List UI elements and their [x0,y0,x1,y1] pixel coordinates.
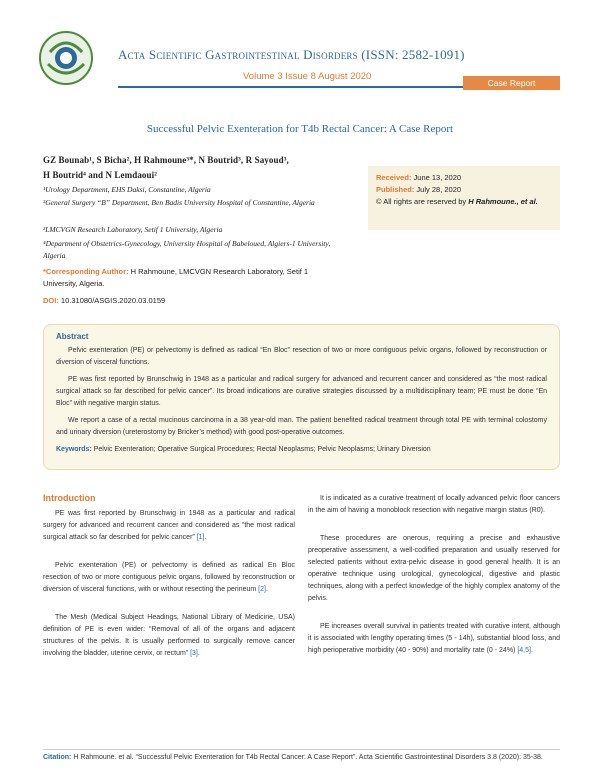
footer-divider [43,749,560,750]
abstract-paragraph: Pelvic exenteration (PE) or pelvectomy is defined as radical “En Bloc” resection of two or more contiguous pelvic organs, followed by reconstruction or diversion of visceral functions. [56,347,547,366]
keywords-text: Pelvic Exenteration; Operative Surgical Procedures; Rectal Neoplasms; Pelvic Neoplasms; Urinary Diversion [91,446,431,453]
corresponding-text: H Rahmoune, LMCVGN Research Laboratory, Setif 1 University, Algeria. [43,267,309,288]
body-paragraph: These procedures are onerous, requiring a precise and exhaustive preoperative assessment, a well-codified preparation and usually reserved for selected patients without extra-pelvic disease in good general health. It is an operative technique using urological, gynecological, digestive and plastic techniques, along with a perfect knowledge of the highly complex anatomy of the pelvis. [308,535,560,602]
body-paragraph: Pelvic exenteration (PE) or pelvectomy is defined as radical En Bloc resection of two or more contiguous pelvic organs, followed by reconstruction or diversion of visceral functions, with or without resecting the perineum [2]. [43,562,295,593]
introduction-heading: Introduction [43,493,96,503]
doi [43,296,165,305]
abstract-box [43,324,560,470]
keywords [56,444,547,456]
received-date: Received: June 13, 2020 [376,173,462,182]
keywords-label: Keywords: [56,446,92,453]
author-line-2: H Boutrid⁴ and N Lemdaoui² [43,170,158,180]
article-type-badge: Case Report [463,76,560,90]
published-date: Published: July 28, 2020 [376,185,462,194]
body-paragraph: It is indicated as a curative treatment of locally advanced pelvic floor cancers in the aim of having a monoblock resection with negative margin status (R0). [308,495,560,514]
reference-link[interactable]: [3] [190,650,198,657]
affiliation: ⁴Department of Obstetrics-Gynecology, University Hospital of Babeloued, Algiers-1 University, Algeria [43,239,331,260]
abstract-paragraph: PE was first reported by Brunschwig in 1948 as a particular and radical surgery for advanced and recurrent cancer and considered as “the most radical surgical attack so far described for pelvic cancer”. Its broad indications are curative strategies discussed by a multidisciplinary team; PE must be done “En Bloc” with negative margin status. [56,376,547,407]
citation-label: Citation: [43,754,72,761]
abstract-paragraph: We report a case of a rectal mucinous carcinoma in a 38 year-old man. The patient benefited radical treatment through total PE with terminal colostomy and urinary diversion (ureterostomy by Bricker’s method) with good post-operative outcomes. [56,417,547,436]
corresponding-label: *Corresponding Author: [43,267,129,276]
body-paragraph: PE was first reported by Brunschwig in 1948 as a particular and radical surgery for advanced and recurrent cancer and considered as “the most radical surgical attack so far described for pelvic cancer” [1]. [43,510,295,541]
left-column [43,508,295,660]
affiliation: ³LMCVGN Research Laboratory, Setif 1 University, Algeria [43,225,223,234]
right-column [308,493,560,657]
publication-info-box [368,166,560,230]
reference-link[interactable]: [2] [258,586,266,593]
doi-label: DOI: [43,296,59,305]
affiliation: ²General Surgery “B” Department, Ben Badis University Hospital of Constantine, Algeria [43,198,315,207]
abstract-heading: Abstract [56,332,89,341]
journal-name: Acta Scientific Gastrointestinal Disorders (ISSN: 2582-1091) [118,47,465,62]
copyright: © All rights are reserved by H Rahmoune., et al. [376,197,538,206]
body-paragraph: The Mesh (Medical Subject Headings, National Library of Medicine, USA) definition of PE is even wider: “Removal of all of the organs and adjacent structures of the pelvis. It is usually performed to surgically remove cancer involving the bladder, uterine cervix, or rectum” [3]. [43,614,295,657]
author-line-1: GZ Bounab¹, S Bicha², H Rahmoune³*, N Boutrid³, R Sayoud³, [43,155,289,165]
article-title: Successful Pelvic Exenteration for T4b Rectal Cancer: A Case Report [146,123,454,135]
author-list [43,153,343,183]
journal-logo [38,30,94,86]
volume-issue: Volume 3 Issue 8 August 2020 [243,71,372,82]
body-paragraph: PE increases overall survival in patients treated with curative intent, although it is associated with lengthy operating times (5 - 14h), substantial blood loss, and high perioperative morbidity (40 - 90%) and mortality rate (0 - 24%) [4,5]. [308,623,560,654]
doi-value[interactable]: 10.31080/ASGIS.2020.03.0159 [58,296,166,305]
affiliation: ¹Urology Department, EHS Daksi, Constantine, Algeria [43,185,211,194]
corresponding-author [43,266,343,290]
reference-link[interactable]: [4,5] [517,647,531,654]
reference-link[interactable]: [1] [196,534,205,541]
citation-text: H Rahmoune. et al. “Successful Pelvic Exenteration for T4b Rectal Cancer: A Case Report”. Acta Scientific Gastrointestinal Disorders 3.8 (2020): 35-38. [71,754,543,761]
citation [43,752,560,763]
